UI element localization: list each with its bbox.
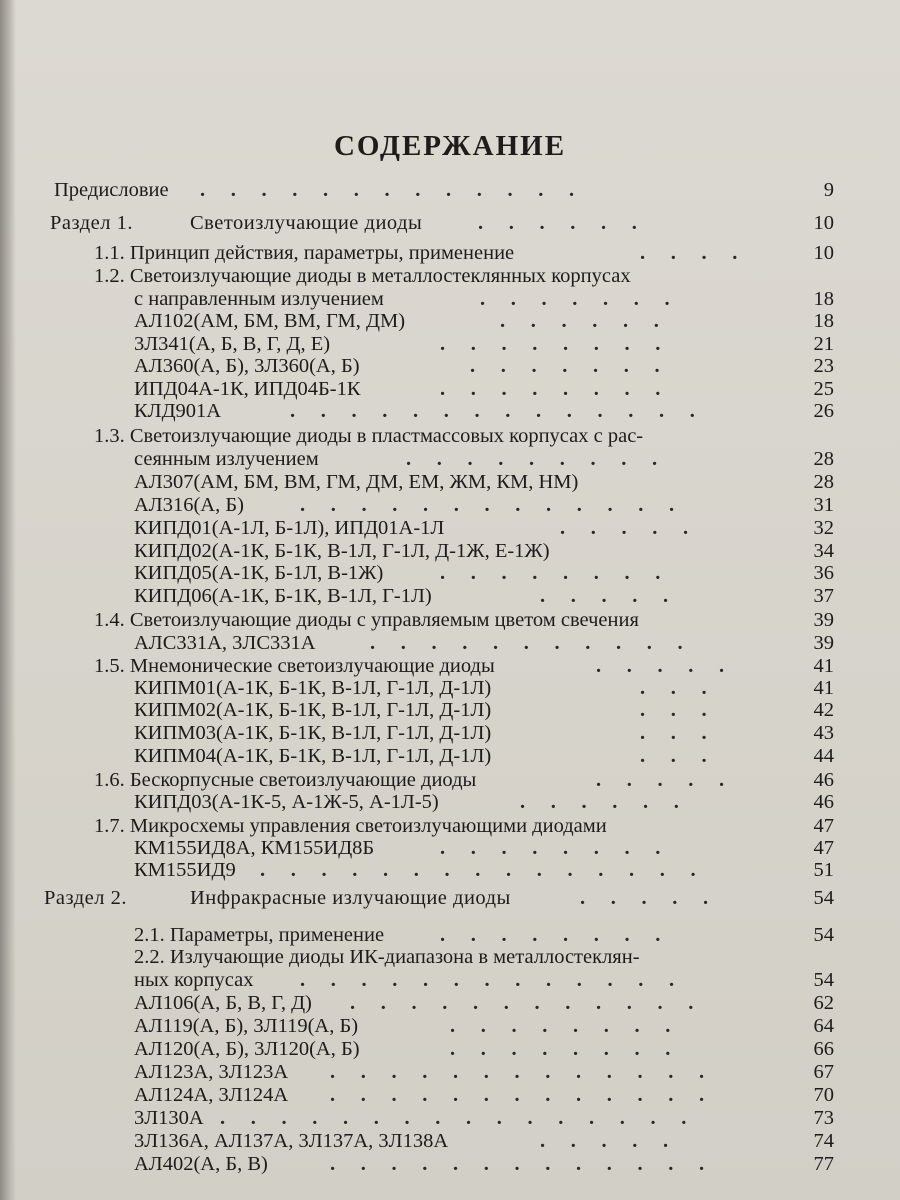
leader-dots: . . . . . . . . . . . (370, 632, 683, 654)
leader-dots: . . . . . . . . . . . . . (330, 1061, 705, 1083)
toc-entry-label: Инфракрасные излучающие диоды (190, 887, 511, 909)
toc-entry-label: АЛ106(А, Б, В, Г, Д) (134, 992, 312, 1014)
toc-entry (0, 516, 900, 540)
toc-entry-page: 67 (813, 1061, 834, 1083)
toc-section-entry (0, 211, 900, 235)
toc-entry-page: 28 (813, 448, 834, 470)
toc-entry (0, 354, 900, 378)
toc-entry-label: АЛ120(А, Б), 3Л120(А, Б) (134, 1038, 360, 1060)
toc-entry-label: АЛ123А, 3Л123А (134, 1061, 289, 1083)
toc-entry-label: ИПД04А-1К, ИПД04Б-1К (134, 378, 361, 400)
toc-entry-label: КИПМ01(А-1К, Б-1К, В-1Л, Г-1Л, Д-1Л) (134, 677, 492, 699)
toc-entry-label: АЛ102(АМ, БМ, ВМ, ГМ, ДМ) (134, 310, 406, 332)
toc-entry-page: 26 (813, 400, 834, 422)
leader-dots: . . . . . (560, 517, 689, 539)
leader-dots: . . . . . . . . . . . . . . . . (220, 1107, 687, 1129)
toc-entry-page: 32 (813, 517, 834, 539)
toc-entry (0, 399, 900, 423)
toc-entry-page: 70 (813, 1084, 834, 1106)
leader-dots: . . . (640, 722, 707, 744)
leader-dots: . . . . . . . . . (406, 448, 658, 470)
leader-dots: . . . . . (596, 655, 725, 677)
toc-entry (0, 991, 900, 1015)
toc-entry-page: 66 (813, 1038, 834, 1060)
toc-entry-label: 1.4. Светоизлучающие диоды с управляемым цветом свечения (94, 609, 639, 631)
toc-entry (0, 836, 900, 860)
toc-entry-label: 3Л136А, АЛ137А, 3Л137А, 3Л138А (134, 1130, 449, 1152)
page-title: СОДЕРЖАНИЕ (333, 130, 567, 162)
toc-entry-label: АЛ307(АМ, БМ, ВМ, ГМ, ДМ, ЕМ, ЖМ, КМ, НМ) (134, 471, 579, 493)
toc-entry-label: 2.2. Излучающие диоды ИК-диапазона в металлостеклян- (134, 946, 640, 968)
toc-entry-label: АЛ360(А, Б), 3Л360(А, Б) (134, 355, 360, 377)
toc-entry-label: КЛД901А (134, 400, 222, 422)
toc-entry (0, 424, 900, 448)
toc-entry (0, 493, 900, 517)
toc-entry (0, 968, 900, 992)
toc-entry (0, 768, 900, 792)
toc-entry-label: КИПД01(А-1Л, Б-1Л), ИПД01А-1Л (134, 517, 445, 539)
toc-entry-page: 9 (823, 179, 834, 201)
section-number: Раздел 2. (44, 887, 127, 909)
toc-entry-label: 1.1. Принцип действия, параметры, применение (94, 242, 515, 264)
toc-entry-label: ных корпусах (134, 969, 254, 991)
toc-entry-page: 23 (813, 355, 834, 377)
toc-entry-page: 41 (813, 677, 834, 699)
toc-entry (0, 309, 900, 333)
leader-dots: . . . . . (596, 769, 725, 791)
toc-entry-page: 10 (813, 212, 834, 234)
toc-entry (0, 241, 900, 265)
toc-entry-page: 42 (813, 699, 834, 721)
toc-entry-label: КИПМ02(А-1К, Б-1К, В-1Л, Г-1Л, Д-1Л) (134, 699, 492, 721)
toc-entry-label: 1.5. Мнемонические светоизлучающие диоды (94, 655, 495, 677)
toc-entry (0, 858, 900, 882)
toc-entry-page: 18 (813, 310, 834, 332)
toc-entry-page: 54 (813, 887, 834, 909)
toc-entry-page: 36 (813, 562, 834, 584)
leader-dots: . . . (640, 745, 707, 767)
toc-entry-page: 21 (813, 333, 834, 355)
toc-entry (0, 1083, 900, 1107)
toc-entry (0, 332, 900, 356)
toc-entry-label: КИПМ04(А-1К, Б-1К, В-1Л, Г-1Л, Д-1Л) (134, 745, 492, 767)
toc-entry-page: 34 (813, 540, 834, 562)
toc-entry-page: 44 (813, 745, 834, 767)
leader-dots: . . . . . . (520, 791, 679, 813)
toc-entry-label: АЛС331А, 3ЛС331А (134, 632, 316, 654)
toc-entry-page: 46 (813, 769, 834, 791)
leader-dots: . . . . . . . . . . . . . . . (260, 859, 696, 881)
toc-entry-page: 51 (813, 859, 834, 881)
toc-entry (0, 584, 900, 608)
toc-entry-label: АЛ124А, 3Л124А (134, 1084, 289, 1106)
toc-entry-page: 77 (813, 1153, 834, 1175)
toc-entry-label: АЛ119(А, Б), 3Л119(А, Б) (134, 1015, 359, 1037)
toc-entry (0, 178, 900, 202)
toc-entry (0, 1060, 900, 1084)
leader-dots: . . . . . . . . (440, 562, 661, 584)
leader-dots: . . . . . . . (480, 288, 670, 310)
leader-dots: . . . . . . . . (440, 924, 661, 946)
toc-entry (0, 721, 900, 745)
leader-dots: . . . . . . . . . . . . . (300, 494, 675, 516)
toc-entry-label: КИПД03(А-1К-5, А-1Ж-5, А-1Л-5) (134, 791, 439, 813)
leader-dots: . . . . . . . . (450, 1038, 671, 1060)
toc-entry (0, 744, 900, 768)
toc-entry-label: 3Л341(А, Б, В, Г, Д, Е) (134, 333, 331, 355)
leader-dots: . . . . . . . . . . . . (350, 992, 694, 1014)
toc-entry-page: 47 (813, 837, 834, 859)
section-number: Раздел 1. (50, 212, 133, 234)
toc-entry (0, 1106, 900, 1130)
leader-dots: . . . . . . . . . . . . . (300, 969, 675, 991)
toc-entry-label: сеянным излучением (134, 448, 319, 470)
toc-entry (0, 470, 900, 494)
toc-entry-page: 18 (813, 288, 834, 310)
toc-entry (0, 608, 900, 632)
toc-entry-page: 47 (813, 815, 834, 837)
toc-entry-label: 3Л130А (134, 1107, 204, 1129)
toc-section-entry (0, 886, 900, 910)
leader-dots: . . . . . . (478, 212, 637, 234)
toc-entry-page: 54 (813, 969, 834, 991)
leader-dots: . . . . . . . . . . . . . . (290, 400, 695, 422)
leader-dots: . . . . . . . (470, 355, 660, 377)
toc-entry-label: АЛ316(А, Б) (134, 494, 244, 516)
toc-entry-label: 2.1. Параметры, применение (134, 924, 385, 946)
toc-entry-page: 31 (813, 494, 834, 516)
toc-entry (0, 923, 900, 947)
toc-entry-page: 43 (813, 722, 834, 744)
toc-entry-label: Светоизлучающие диоды (190, 212, 423, 234)
toc-entry-page: 28 (813, 471, 834, 493)
leader-dots: . . . . . . . . (450, 1015, 671, 1037)
toc-entry-label: КИПМ03(А-1К, Б-1К, В-1Л, Г-1Л, Д-1Л) (134, 722, 492, 744)
toc-entry-label: КМ155ИД9 (134, 859, 236, 881)
toc-entry (0, 814, 900, 838)
toc-entry-page: 39 (813, 609, 834, 631)
toc-entry-page: 74 (813, 1130, 834, 1152)
toc-entry-page: 46 (813, 791, 834, 813)
toc-entry-label: КИПД06(А-1К, Б-1К, В-1Л, Г-1Л) (134, 585, 432, 607)
leader-dots: . . . (640, 699, 707, 721)
leader-dots: . . . . . . . . . . . . . (200, 179, 575, 201)
toc-entry (0, 264, 900, 288)
toc-entry-label: Предисловие (54, 179, 169, 201)
leader-dots: . . . (640, 677, 707, 699)
toc-entry-label: КИПД02(А-1К, Б-1К, В-1Л, Г-1Л, Д-1Ж, Е-1Ж) (134, 540, 550, 562)
leader-dots: . . . . . . . . . . . . . (330, 1084, 705, 1106)
toc-entry-page: 37 (813, 585, 834, 607)
toc-entry (0, 1037, 900, 1061)
toc-entry (0, 631, 900, 655)
toc-entry (0, 1014, 900, 1038)
toc-entry-page: 10 (813, 242, 834, 264)
toc-entry-page: 64 (813, 1015, 834, 1037)
toc-entry-label: 1.6. Бескорпусные светоизлучающие диоды (94, 769, 477, 791)
leader-dots: . . . . . (580, 887, 709, 909)
toc-entry-label: КИПД05(А-1К, Б-1Л, В-1Ж) (134, 562, 384, 584)
toc-entry (0, 698, 900, 722)
toc-entry-page: 73 (813, 1107, 834, 1129)
toc-entry (0, 561, 900, 585)
toc-entry-label: с направленным излучением (134, 288, 384, 310)
toc-entry-page: 39 (813, 632, 834, 654)
toc-entry (0, 1129, 900, 1153)
toc-entry (0, 287, 900, 311)
toc-entry (0, 676, 900, 700)
toc-entry-label: КМ155ИД8А, КМ155ИД8Б (134, 837, 375, 859)
toc-entry (0, 377, 900, 401)
toc-entry (0, 1152, 900, 1176)
toc-entry-label: 1.3. Светоизлучающие диоды в пластмассовых корпусах с рас- (94, 425, 644, 447)
toc-entry-page: 41 (813, 655, 834, 677)
toc-entry-page: 54 (813, 924, 834, 946)
leader-dots: . . . . . . . . (440, 837, 661, 859)
leader-dots: . . . . . (540, 1130, 669, 1152)
toc-entry (0, 790, 900, 814)
toc-entry-page: 62 (813, 992, 834, 1014)
toc-entry-label: 1.2. Светоизлучающие диоды в металлостеклянных корпусах (94, 265, 631, 287)
toc-entry (0, 447, 900, 471)
leader-dots: . . . . (640, 242, 738, 264)
toc-entry (0, 945, 900, 969)
toc-entry-label: АЛ402(А, Б, В) (134, 1153, 268, 1175)
toc-entry (0, 539, 900, 563)
leader-dots: . . . . . . (500, 310, 659, 332)
leader-dots: . . . . . . . . (440, 333, 661, 355)
leader-dots: . . . . . (540, 585, 669, 607)
leader-dots: . . . . . . . . (440, 378, 661, 400)
toc-entry-page: 25 (813, 378, 834, 400)
toc-entry-label: 1.7. Микросхемы управления светоизлучающими диодами (94, 815, 607, 837)
leader-dots: . . . . . . . . . . . . . (330, 1153, 705, 1175)
toc-entry (0, 654, 900, 678)
